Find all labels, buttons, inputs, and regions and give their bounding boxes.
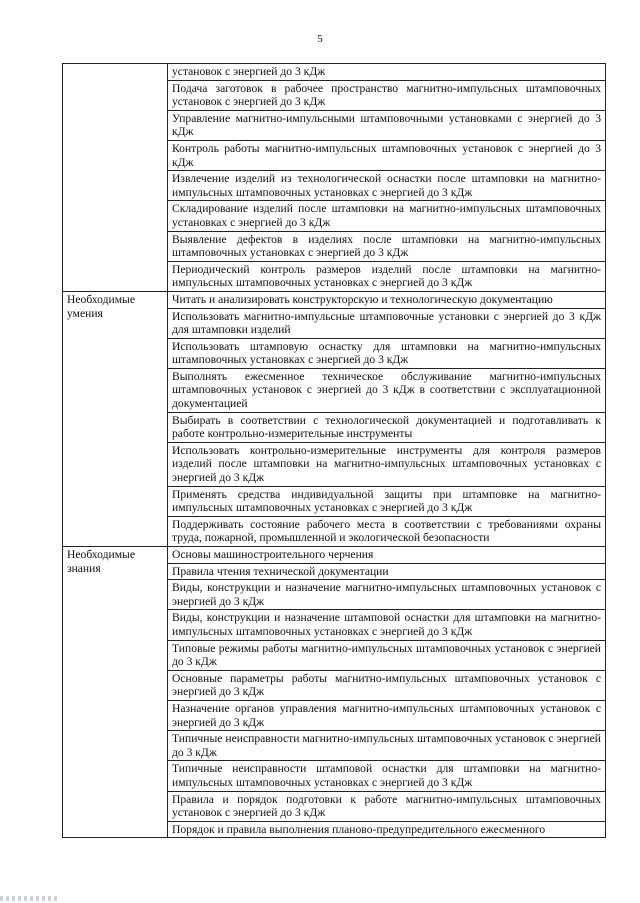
table-row [63,64,606,81]
requirement-item: Основы машиностроительного черчения [168,547,606,564]
requirement-item: Виды, конструкции и назначение штамповой оснастки для штамповки на магнитно-импульсных штамповочных установках с энергией до 3 кДж [168,610,606,640]
section-label: Необходимые умения [63,291,168,546]
requirement-item: Выбирать в соответствии с технологической документацией и подготавливать к работе контрольно-измерительные инструменты [168,412,606,442]
specification-table [62,63,606,838]
requirement-item: Правила чтения технической документации [168,563,606,580]
section-label: Необходимые знания [63,547,168,838]
requirement-item: Извлечение изделий из технологической оснастки после штамповки на магнитно-импульсных штамповочных установках с энергией до 3 кДж [168,171,606,201]
requirement-item: Применять средства индивидуальной защиты при штамповке на магнитно-импульсных штамповочных установках с энергией до 3 кДж [168,486,606,516]
requirement-item: Складирование изделий после штамповки на магнитно-импульсных штамповочных установках с энергией до 3 кДж [168,201,606,231]
requirement-item: Подача заготовок в рабочее пространство магнитно-импульсных штамповочных установок с энергией до 3 кДж [168,80,606,110]
requirement-item: Виды, конструкции и назначение магнитно-импульсных штамповочных установок с энергией до 3 кДж [168,580,606,610]
requirement-item: Порядок и правила выполнения планово-предупредительного ежесменного [168,821,606,838]
requirement-item: Контроль работы магнитно-импульсных штамповочных установок с энергией до 3 кДж [168,140,606,170]
requirement-item: Поддерживать состояние рабочего места в соответствии с требованиями охраны труда, пожарной, промышленной и экологической безопасности [168,516,606,546]
requirement-item: Типичные неисправности магнитно-импульсных штамповочных установок с энергией до 3 кДж [168,731,606,761]
specification-table-body [63,64,606,838]
requirement-item: Использовать контрольно-измерительные инструменты для контроля размеров изделий после штамповки на магнитно-импульсных штамповочных установках с энергией до 3 кДж [168,442,606,486]
requirement-item: Назначение органов управления магнитно-импульсных штамповочных установок с энергией до 3 кДж [168,700,606,730]
requirement-item: Правила и порядок подготовки к работе магнитно-импульсных штамповочных установок с энергией до 3 кДж [168,791,606,821]
requirement-item: Типичные неисправности штамповой оснастки для штамповки на магнитно-импульсных штамповочных установках с энергией до 3 кДж [168,761,606,791]
scan-artifact [0,896,60,901]
requirement-item: установок с энергией до 3 кДж [168,64,606,81]
requirement-item: Типовые режимы работы магнитно-импульсных штамповочных установок с энергией до 3 кДж [168,640,606,670]
requirement-item: Читать и анализировать конструкторскую и технологическую документацию [168,291,606,308]
requirement-item: Использовать штамповую оснастку для штамповки на магнитно-импульсных штамповочных установках с энергией до 3 кДж [168,338,606,368]
page-number: 5 [317,33,323,45]
requirement-item: Выявление дефектов в изделиях после штамповки на магнитно-импульсных штамповочных установках с энергией до 3 кДж [168,231,606,261]
table-row [63,291,606,308]
section-label [63,64,168,292]
table-row [63,547,606,564]
requirement-item: Периодический контроль размеров изделий после штамповки на магнитно-импульсных штамповочных установках с энергией до 3 кДж [168,261,606,291]
requirement-item: Управление магнитно-импульсными штамповочными установками с энергией до 3 кДж [168,110,606,140]
requirement-item: Выполнять ежесменное техническое обслуживание магнитно-импульсных штамповочных установок с энергией до 3 кДж в соответствии с эксплуатационной документацией [168,368,606,412]
requirement-item: Основные параметры работы магнитно-импульсных штамповочных установок с энергией до 3 кДж [168,670,606,700]
requirement-item: Использовать магнитно-импульсные штамповочные установки с энергией до 3 кДж для штамповки изделий [168,308,606,338]
